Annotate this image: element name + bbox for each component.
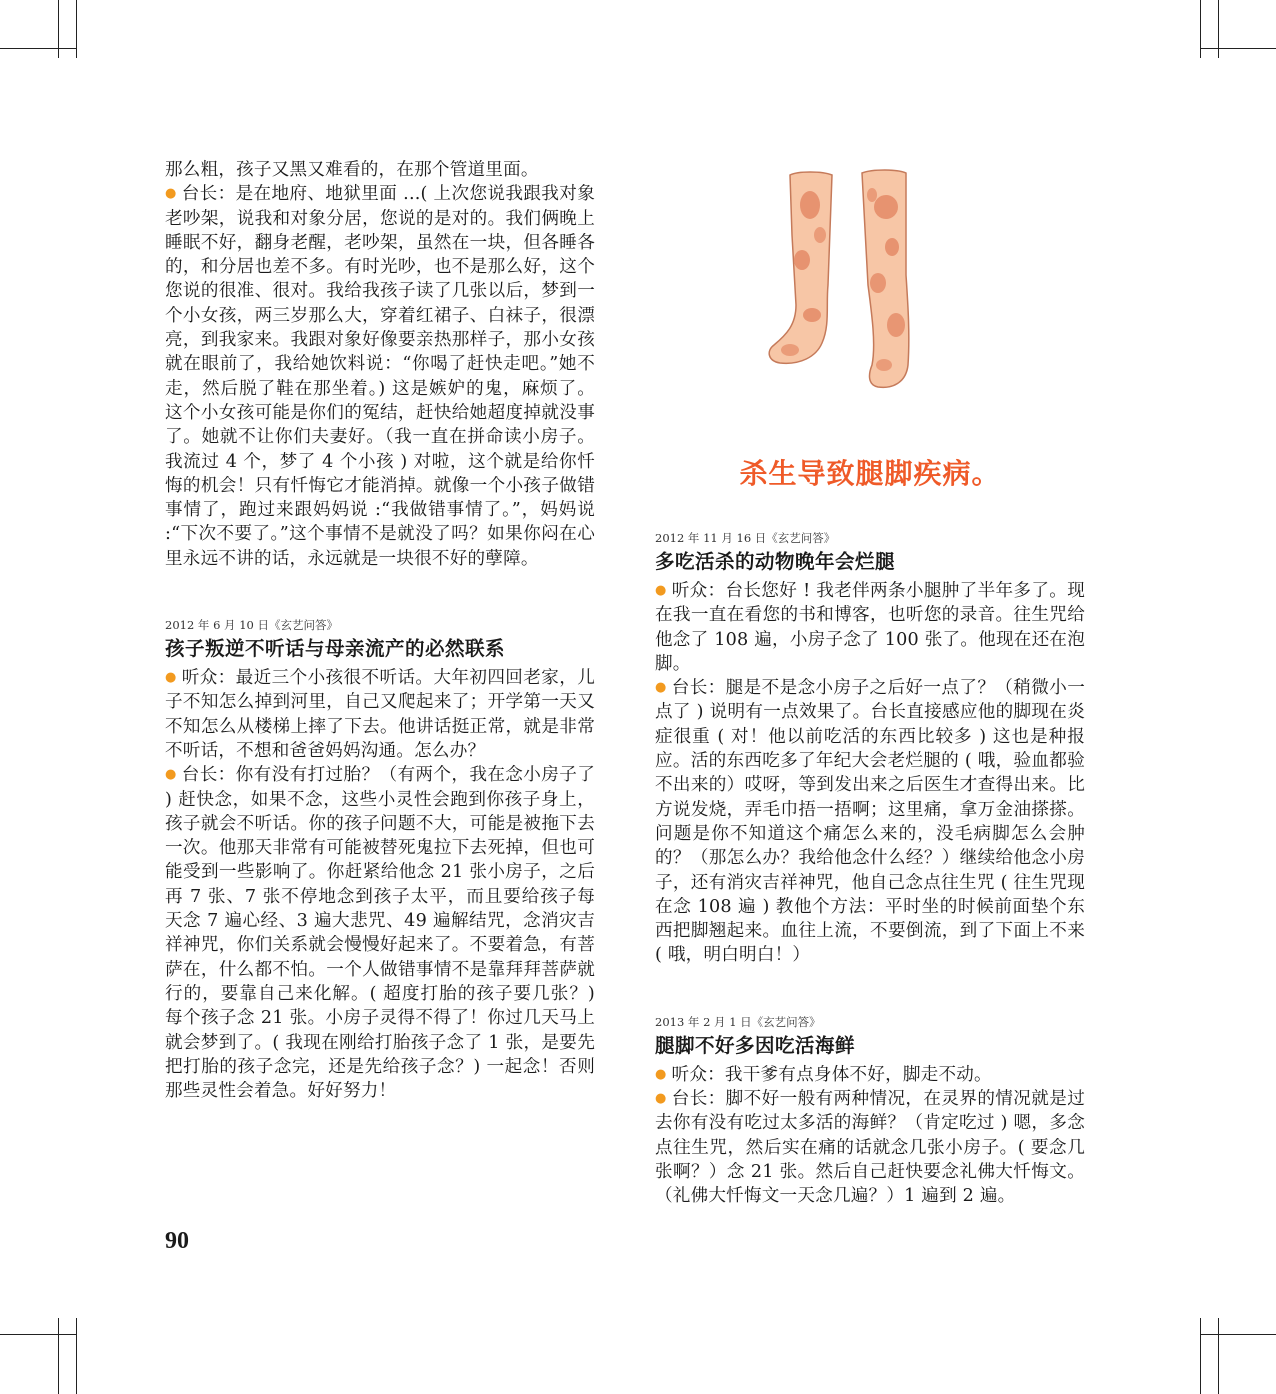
bullet-dot-icon: ● — [655, 680, 667, 696]
article-date: 2012 年 6 月 10 日《玄艺问答》 — [165, 618, 338, 633]
crop-mark — [58, 1318, 59, 1394]
crop-mark — [58, 0, 59, 58]
page-headline: 杀生导致腿脚疾病。 — [739, 457, 1001, 490]
bullet-dot-icon: ● — [655, 1091, 667, 1107]
right-column — [655, 530, 1085, 1209]
bullet-dot-icon: ● — [655, 583, 667, 598]
article-title: 孩子叛逆不听话与母亲流产的必然联系 — [165, 637, 506, 661]
crop-mark — [1218, 1318, 1219, 1394]
crop-mark — [1200, 0, 1201, 58]
crop-mark — [1200, 1318, 1201, 1394]
body-paragraph: ● 听众：我干爹有点身体不好，脚走不动。 — [655, 1064, 992, 1085]
article-title: 腿脚不好多因吃活海鲜 — [655, 1033, 856, 1057]
bullet-dot-icon: ● — [165, 670, 177, 686]
right-leg — [862, 170, 909, 387]
article-date: 2012 年 11 月 16 日《玄艺问答》 — [655, 531, 836, 545]
body-paragraph: ● 台长：是在地府、地狱里面 ...( 上次您说我跟我对象老吵架，说我和对象分居，您说的是对的。我们俩晚上睡眠不好，翻身老醒，老吵架，虽然在一块，但各睡各的，和分居也差不多。有时光吵，也不是那么好，这个您说的很准、很对。我给我孩子读了几张以后，梦到一个小女孩，两三岁那么大，穿着红裙子、白袜子，很漂亮，到我家来。我跟对象好像要亲热那样子，那小女孩就在眼前了，我给她饮料说：“你喝了赶快走吧。”她不走，然后脱了鞋在那坐着。) 这是嫉妒的鬼，麻烦了。这个小女孩可能是你们的冤结，赶快给她超度掉就没事了。她就不让你们夫妻好。（我一直在拼命读小房子。我流过 4 个，梦了 4 个小孩 ) 对啦，这个就是给你忏悔的机会！只有忏悔它才能消掉。就像一个小孩子做错事情了，跑过来跟妈妈说 :“我做错事情了。”，妈妈说 :“下次不要了。”这个事情不是就没了吗？如果你闷在心里永远不讲的话，永远就是一块很不好的孽障。 — [165, 184, 596, 569]
body-paragraph: ● 听众：台长您好 ! 我老伴两条小腿肿了半年多了。现在我一直在看您的书和博客，也听您的录音。往生咒给他念了 108 遍，小房子念了 100 张了。他现在还在泡脚。 — [655, 581, 1086, 674]
article-title: 多吃活杀的动物晚年会烂腿 — [655, 550, 896, 573]
body-paragraph: 那么粗，孩子又黑又难看的，在那个管道里面。 — [165, 160, 539, 180]
crop-mark — [76, 0, 77, 58]
crop-mark — [1200, 48, 1276, 49]
body-paragraph: ● 台长：腿是不是念小房子之后好一点了？（稍微小一点了 ) 说明有一点效果了。台长直接感应他的脚现在炎症很重 ( 对！他以前吃活的东西比较多 ) 这也是种报应。活的东西吃多了年纪大会老烂腿的 ( 哦，验血都验不出来的）哎呀，等到发出来之后医生才查得出来。比方说发烧，弄毛巾捂一捂啊；这里痛，拿万金油搽搽。问题是你不知道这个痛怎么来的，没毛病脚怎么会肿的？（那怎么办？我给他念什么经？）继续给他念小房子，还有消灾吉祥神咒，他自己念点往生咒 ( 往生咒现在念 108 遍 ) 教他个方法：平时坐的时候前面垫个东西把脚翘起来。血往上流，不要倒流，到了下面上不来 ( 哦，明白明白！） — [655, 678, 1085, 966]
bullet-dot-icon: ● — [165, 186, 177, 202]
crop-mark — [0, 48, 76, 49]
page-number: 90 — [165, 1228, 189, 1254]
crop-mark — [1200, 1334, 1276, 1335]
crop-mark — [1218, 0, 1219, 58]
left-leg — [769, 172, 832, 363]
left-column — [165, 158, 595, 1103]
body-paragraph: ● 台长：脚不好一般有两种情况，在灵界的情况就是过去你有没有吃过太多活的海鲜？（肯定吃过 ) 嗯，多念点往生咒，然后实在痛的话就念几张小房子。( 要念几张啊？）念 21 张。然后自己赶快要念礼佛大忏悔文。（礼佛大忏悔文一天念几遍？）1 遍到 2 遍。 — [655, 1089, 1085, 1207]
bullet-dot-icon: ● — [165, 767, 177, 783]
body-paragraph: ● 听众：最近三个小孩很不听话。大年初四回老家，儿子不知怎么掉到河里，自己又爬起来了；开学第一天又不知怎么从楼梯上摔了下去。他讲话挺正常，就是非常不听话，不想和爸爸妈妈沟通。怎么办？ — [165, 668, 595, 761]
body-paragraph: ● 台长：你有没有打过胎？（有两个，我在念小房子了 ) 赶快念，如果不念，这些小灵性会跑到你孩子身上，孩子就会不听话。你的孩子问题不大，可能是被拖下去一次。他那天非常有可能被替死鬼拉下去死掉，但也可能受到一些影响了。你赶紧给他念 21 张小房子，之后再 7 张、7 张不停地念到孩子太平，而且要给孩子每天念 7 遍心经、3 遍大悲咒、49 遍解结咒，念消灾吉祥神咒，你们关系就会慢慢好起来了。不要着急，有菩萨在，什么都不怕。一个人做错事情不是靠拜拜菩萨就行的，要靠自己来化解。( 超度打胎的孩子要几张？) 每个孩子念 21 张。小房子灵得不得了！你过几天马上就会梦到了。( 我现在刚给打胎孩子念了 1 张，是要先把打胎的孩子念完，还是先给孩子念？) 一起念！否则那些灵性会着急。好好努力！ — [165, 765, 595, 1102]
article-section — [655, 1014, 1085, 1209]
article-date: 2013 年 2 月 1 日《玄艺问答》 — [655, 1014, 821, 1029]
crop-mark — [0, 1334, 76, 1335]
swollen-legs-illustration — [760, 165, 930, 395]
article-section — [165, 617, 595, 1103]
crop-mark — [76, 1318, 77, 1394]
article-section — [655, 530, 1085, 968]
bullet-dot-icon: ● — [655, 1066, 667, 1082]
